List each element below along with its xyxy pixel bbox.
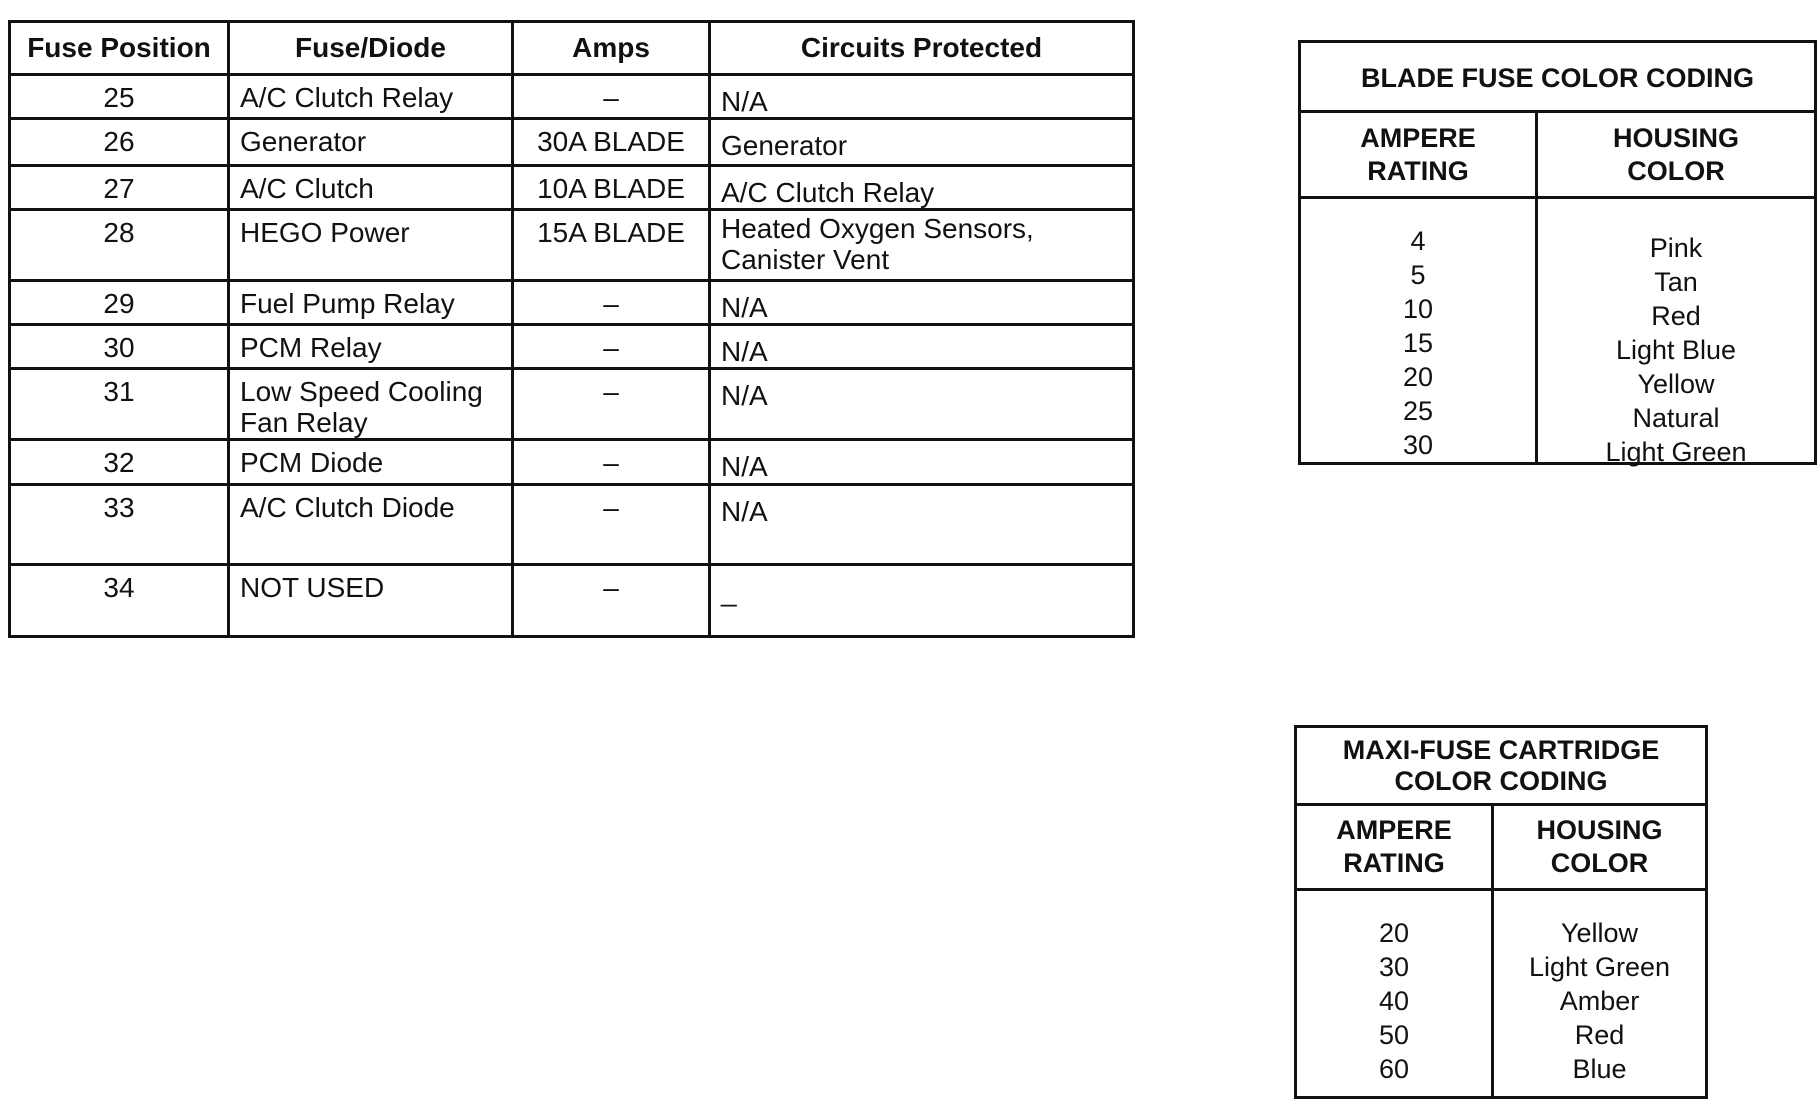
- fuse-device: HEGO Power: [229, 210, 513, 281]
- table-row: [10, 210, 1134, 281]
- list-item: 4: [1410, 226, 1426, 256]
- blade-fuse-header-row: [1301, 113, 1814, 199]
- blade-housing-column: [1538, 199, 1814, 467]
- fuse-device: A/C Clutch Relay: [229, 75, 513, 119]
- fuse-position: 29: [10, 281, 229, 325]
- table-row: [10, 565, 1134, 637]
- fuse-circuits: A/C Clutch Relay: [710, 166, 1134, 210]
- list-item: 40: [1378, 986, 1410, 1016]
- list-item: 20: [1378, 918, 1410, 948]
- table-row: [10, 325, 1134, 369]
- table-row: [10, 75, 1134, 119]
- list-item: Yellow: [1637, 369, 1715, 399]
- fuse-amps: 30A BLADE: [513, 119, 710, 166]
- fuse-circuits: Generator: [710, 119, 1134, 166]
- list-item: Light Green: [1605, 437, 1747, 467]
- fuse-position: 31: [10, 369, 229, 440]
- list-item: Light Blue: [1615, 335, 1737, 365]
- fuse-amps: –: [513, 565, 710, 637]
- maxi-ampere-header: AMPERE RATING: [1297, 806, 1494, 888]
- fuse-device: NOT USED: [229, 565, 513, 637]
- list-item: Amber: [1559, 986, 1640, 1016]
- maxi-housing-header: HOUSING COLOR: [1536, 815, 1663, 878]
- fuse-circuits: N/A: [710, 325, 1134, 369]
- fuse-circuits: Heated Oxygen Sensors, Canister Vent: [710, 210, 1134, 281]
- fuse-amps: –: [513, 281, 710, 325]
- fuse-position: 26: [10, 119, 229, 166]
- fuse-amps: –: [513, 75, 710, 119]
- fuse-device: PCM Diode: [229, 440, 513, 485]
- table-row: [10, 440, 1134, 485]
- fuse-position: 27: [10, 166, 229, 210]
- blade-fuse-title: BLADE FUSE COLOR CODING: [1301, 43, 1814, 113]
- fuse-device: A/C Clutch Diode: [229, 485, 513, 565]
- blade-fuse-color-table: [1298, 40, 1817, 465]
- fuse-circuits: N/A: [710, 281, 1134, 325]
- list-item: 20: [1402, 362, 1434, 392]
- maxi-fuse-color-table: [1294, 725, 1708, 1099]
- fuse-amps: –: [513, 325, 710, 369]
- fuse-amps: –: [513, 440, 710, 485]
- fuse-position: 34: [10, 565, 229, 637]
- list-item: 30: [1402, 430, 1434, 460]
- list-item: 5: [1410, 260, 1426, 290]
- header-fuse-position: Fuse Position: [10, 22, 229, 75]
- list-item: Yellow: [1560, 918, 1639, 948]
- table-row: [10, 369, 1134, 440]
- fuse-circuits: N/A: [710, 440, 1134, 485]
- fuse-position: 32: [10, 440, 229, 485]
- maxi-housing-column: [1494, 891, 1705, 1096]
- table-row: [10, 119, 1134, 166]
- fuse-circuits: N/A: [710, 369, 1134, 440]
- blade-ampere-column: [1301, 199, 1538, 462]
- list-item: Natural: [1632, 403, 1720, 433]
- fuse-position: 33: [10, 485, 229, 565]
- header-amps: Amps: [513, 22, 710, 75]
- list-item: 30: [1378, 952, 1410, 982]
- fuse-amps: 15A BLADE: [513, 210, 710, 281]
- fuse-device: Fuel Pump Relay: [229, 281, 513, 325]
- list-item: Light Green: [1528, 952, 1671, 982]
- list-item: 50: [1378, 1020, 1410, 1050]
- fuse-table-header-row: [10, 22, 1134, 75]
- fuse-amps: 10A BLADE: [513, 166, 710, 210]
- fuse-circuits: N/A: [710, 75, 1134, 119]
- blade-ampere-header: AMPERE RATING: [1301, 113, 1538, 196]
- list-item: 15: [1402, 328, 1434, 358]
- maxi-ampere-column: [1297, 891, 1494, 1096]
- fuse-amps: –: [513, 369, 710, 440]
- maxi-fuse-header-row: [1297, 806, 1705, 891]
- table-row: [10, 281, 1134, 325]
- list-item: Red: [1651, 301, 1701, 331]
- fuse-device: PCM Relay: [229, 325, 513, 369]
- header-fuse-diode: Fuse/Diode: [229, 22, 513, 75]
- maxi-fuse-title: MAXI-FUSE CARTRIDGE COLOR CODING: [1297, 728, 1705, 806]
- fuse-position: 25: [10, 75, 229, 119]
- fuse-circuits: N/A: [710, 485, 1134, 565]
- list-item: 10: [1402, 294, 1434, 324]
- table-row: [10, 166, 1134, 210]
- list-item: 25: [1402, 396, 1434, 426]
- fuse-device: A/C Clutch: [229, 166, 513, 210]
- fuse-amps: –: [513, 485, 710, 565]
- list-item: Red: [1574, 1020, 1625, 1050]
- header-circuits-protected: Circuits Protected: [710, 22, 1134, 75]
- list-item: 60: [1378, 1054, 1410, 1084]
- fuse-device: Low Speed Cooling Fan Relay: [229, 369, 513, 440]
- fuse-circuits: _: [710, 565, 1134, 637]
- list-item: Blue: [1572, 1054, 1627, 1084]
- blade-housing-header: HOUSING COLOR: [1612, 122, 1739, 186]
- list-item: Pink: [1649, 233, 1703, 263]
- table-row: [10, 485, 1134, 565]
- list-item: Tan: [1654, 267, 1698, 297]
- fuse-position: 28: [10, 210, 229, 281]
- fuse-position: 30: [10, 325, 229, 369]
- fuse-table: [8, 20, 1135, 638]
- fuse-device: Generator: [229, 119, 513, 166]
